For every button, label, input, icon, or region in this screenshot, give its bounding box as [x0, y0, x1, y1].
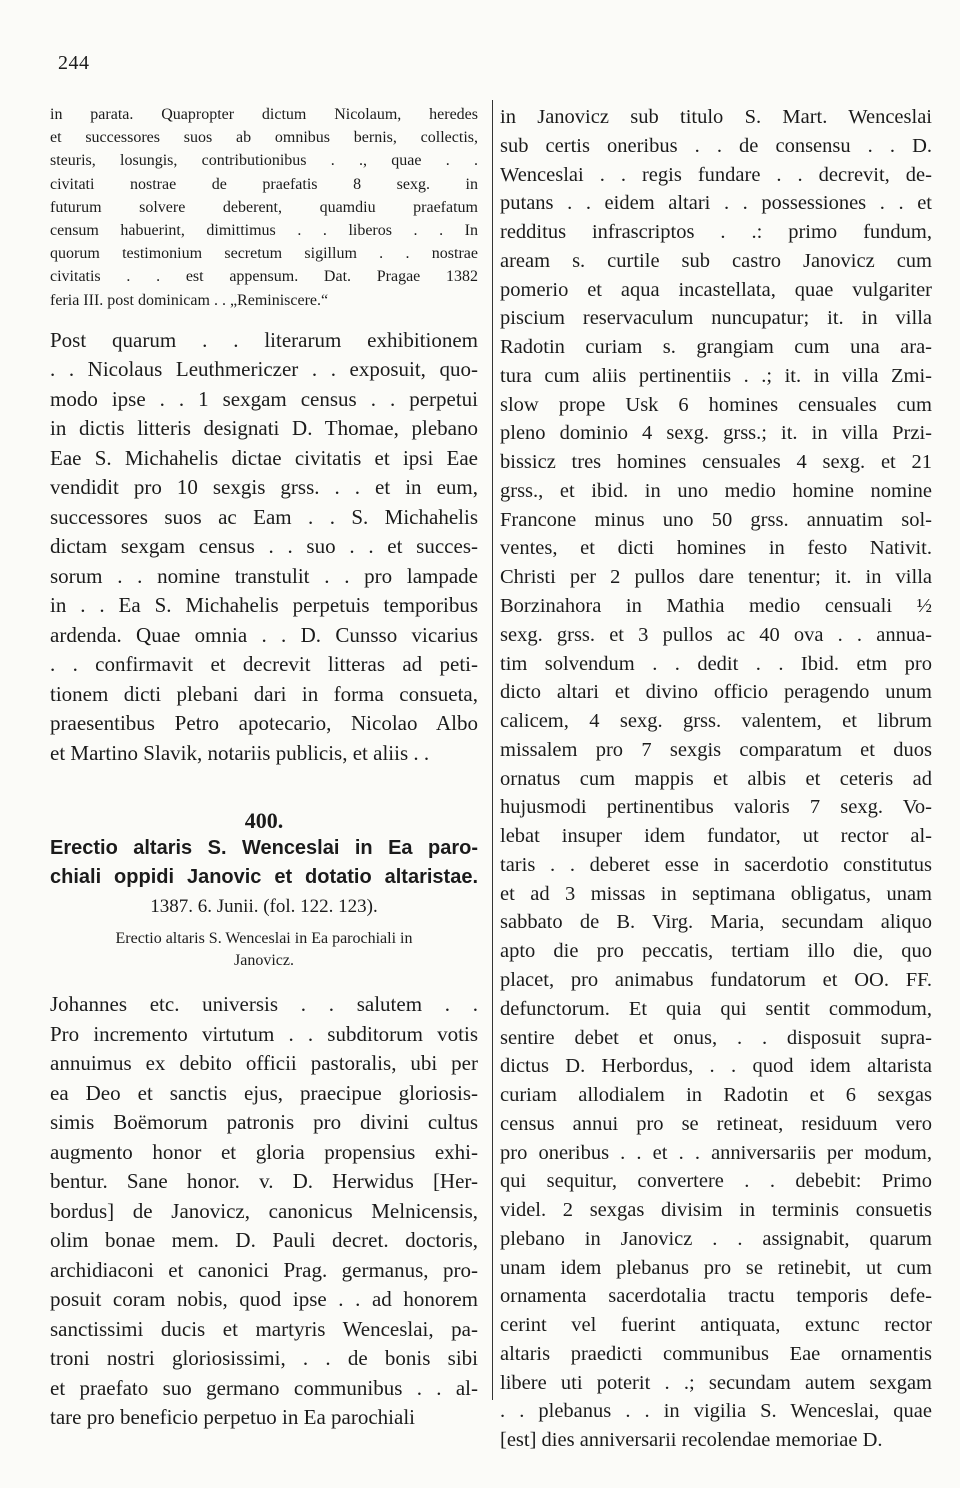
text-line: olim bonae mem. D. Pauli decret. doctoris,	[50, 1228, 478, 1253]
text-line: chiali oppidi Janovic et dotatio altaristae.	[50, 866, 478, 889]
text-line: Erectio altaris S. Wenceslai in Ea parochiali in	[115, 930, 413, 948]
text-line: bentur. Sane honor. v. D. Herwidus [Her-	[50, 1169, 478, 1194]
text-line: sabbato de B. Virg. Maria, secundam aliquo	[500, 911, 932, 934]
text-line: troni nostri gloriosissimi, . . de bonis sibi	[50, 1346, 478, 1371]
confirmation-paragraph	[50, 326, 478, 769]
text-line: lebat insuper idem fundator, ut rector al-	[500, 825, 932, 848]
text-line: curiam allodialem in Radotin et 6 sexgas	[500, 1084, 932, 1107]
page-number: 244	[58, 52, 90, 74]
text-line: vendidit pro 10 sexgis grss. . . et in eum,	[50, 475, 478, 500]
text-line: quorum testimonium secretum sigillum . . nostrae	[50, 245, 478, 263]
text-line: Eae S. Michahelis dictae civitatis et ipsi Eae	[50, 445, 478, 470]
text-line: bissicz tres homines censuales 4 sexg. et 21	[500, 451, 932, 474]
text-line: . . confirmavit et decrevit litteras ad peti-	[50, 652, 478, 677]
text-line: censum habuerint, dimittimus . . liberos . . In	[50, 221, 478, 239]
text-line: in . . Ea S. Michahelis perpetuis temporibus	[50, 593, 478, 618]
text-line: Francone minus uno 50 grss. annuatim sol-	[500, 508, 932, 531]
right-column	[500, 103, 932, 1455]
text-line: sub certis oneribus . . de consensu . . D.	[500, 134, 932, 157]
text-line: sorum . . nomine transtulit . . pro lampade	[50, 563, 478, 588]
text-line: cerint vel fuerint antiquata, extunc rector	[500, 1314, 932, 1337]
text-line: slow prope Usk 6 homines censuales cum	[500, 393, 932, 416]
text-line: sanctissimi ducis et martyris Wenceslai, pa-	[50, 1316, 478, 1341]
text-line: et Martino Slavik, notariis publicis, et aliis . .	[50, 740, 430, 765]
text-line: et successores suos ab omnibus bernis, collectis,	[50, 129, 478, 147]
text-line: in parata. Quapropter dictum Nicolaum, heredes	[50, 106, 478, 123]
text-line: archidiaconi et canonici Prag. germanus, pro-	[50, 1257, 478, 1282]
text-line: ventes, et dicti homines in festo Nativit.	[500, 537, 932, 560]
charter-end-block	[50, 103, 478, 312]
left-column	[50, 103, 478, 1433]
text-line: piscium reservaculum nuncupatur; it. in villa	[500, 307, 932, 330]
text-line: dictus D. Herbordus, . . quod idem altarista	[500, 1055, 932, 1078]
text-line: simis Boëmorum patronis pro divini cultus	[50, 1110, 478, 1135]
text-line: altaris praedicti communibus Eae ornamentis	[500, 1342, 932, 1365]
text-line: dictam sexgam census . . suo . . et succes-	[50, 534, 478, 559]
text-line: Pro incremento virtutum . . subditorum votis	[50, 1021, 478, 1046]
text-line: Erectio altaris S. Wenceslai in Ea paro-	[50, 837, 478, 860]
text-line: Borzinahora in Mathia medio censuali ½	[500, 595, 932, 618]
document-number: 400.	[244, 808, 284, 834]
text-line: ornamenta sacerdotalia tractu temporis defe-	[500, 1285, 932, 1308]
text-line: tim solvendum . . dedit . . Ibid. etm pro	[500, 652, 932, 675]
text-line: putans . . eidem altari . . possessiones . . et	[500, 192, 932, 215]
text-line: Johannes etc. universis . . salutem . .	[50, 992, 478, 1017]
text-line: grss., et ibid. in uno medio homine nomine	[500, 479, 932, 502]
text-line: annuimus ex debito officii pastoralis, ubi per	[50, 1051, 478, 1076]
text-line: feria III. post dominicam . . „Reminiscere.“	[50, 291, 329, 309]
text-line: civitati nostrae de praefatis 8 sexg. in	[50, 175, 478, 193]
document-date: 1387. 6. Junii. (fol. 122. 123).	[150, 896, 378, 918]
text-line: ea Deo et sanctis ejus, praecipue gloriosis-	[50, 1080, 478, 1105]
text-line: civitatis . . est appensum. Dat. Pragae 1382	[50, 268, 478, 286]
text-line: calicem, 4 sexg. grss. valentem, et librum	[500, 710, 932, 733]
text-line: posuit coram nobis, quod ipse . . ad honorem	[50, 1287, 478, 1312]
text-line: Post quarum . . literarum exhibitionem	[50, 327, 478, 352]
text-line: [est] dies anniversarii recolendae memoriae D.	[500, 1429, 883, 1452]
text-line: taris . . deberet esse in sacerdotio constitutus	[500, 853, 932, 876]
text-line: missalem pro 7 sexgis comparatum et duos	[500, 738, 932, 761]
text-line: tura cum aliis pertinentiis . .; it. in villa Zmi-	[500, 364, 932, 387]
text-line: apto die pro peccatis, tertiam illo die, quo	[500, 940, 932, 963]
text-line: pomerio et aqua incastellata, quae vulgariter	[500, 278, 932, 301]
text-line: tionem dicti plebani dari in forma consueta,	[50, 681, 478, 706]
text-line: unam idem plebanus pro se retinebit, ut cum	[500, 1256, 932, 1279]
text-line: in Janovicz sub titulo S. Mart. Wenceslai	[500, 106, 932, 128]
text-line: Christi per 2 pullos dare tenentur; it. in villa	[500, 566, 932, 589]
text-line: Wenceslai . . regis fundare . . decrevit, de-	[500, 163, 932, 186]
text-line: census annui pro se retineat, residuum vero	[500, 1112, 932, 1135]
document-heading	[50, 834, 478, 892]
text-line: placet, pro animabus fundatorum et OO. FF.	[500, 968, 932, 991]
text-line: plebano in Janovicz . . assignabit, quarum	[500, 1227, 932, 1250]
text-line: Janovicz.	[234, 952, 294, 970]
text-line: qui sequitur, convertere . . debebit: Primo	[500, 1170, 932, 1193]
text-line: futurum solvere deberent, quamdiu praefatum	[50, 198, 478, 216]
text-line: libere uti poterit . .; secundam autem sexgam	[500, 1371, 932, 1394]
text-line: sentire debet et onus, . . disposuit supra-	[500, 1026, 932, 1049]
text-line: modo ipse . . 1 sexgam census . . perpetui	[50, 386, 478, 411]
text-line: successores suos ac Eam . . S. Michahelis	[50, 504, 478, 529]
summary-note	[50, 928, 478, 972]
text-line: Radotin curiam s. grangiam cum una ara-	[500, 336, 932, 359]
text-line: tare pro beneficio perpetuo in Ea parochiali	[50, 1405, 415, 1430]
text-line: steuris, losungis, contributionibus . ., quae . .	[50, 152, 478, 170]
text-line: ardenda. Quae omnia . . D. Cunsso vicarius	[50, 622, 478, 647]
text-line: augmento honor et gloria propensius exhi-	[50, 1139, 478, 1164]
text-line: praesentibus Petro apotecario, Nicolao Albo	[50, 711, 478, 736]
charter-body	[50, 990, 478, 1433]
text-line: bordus] de Janovicz, canonicus Melnicensis,	[50, 1198, 478, 1223]
text-line: redditus infrascriptos . .: primo fundum,	[500, 221, 932, 244]
text-line: hujusmodi pertinentibus valoris 7 sexg. Vo-	[500, 796, 932, 819]
text-line: pro oneribus . . et . . anniversariis per modum,	[500, 1141, 932, 1164]
text-line: et ad 3 missas in septimana obligatus, unam	[500, 882, 932, 905]
text-line: in dictis litteris designati D. Thomae, plebano	[50, 416, 478, 441]
text-line: aream s. curtile sub castro Janovicz cum	[500, 249, 932, 272]
text-line: pleno dominio 4 sexg. grss.; it. in villa Przi-	[500, 422, 932, 445]
text-line: ornatus cum mappis et albis et ceteris ad	[500, 767, 932, 790]
text-line: . . plebanus . . in vigilia S. Wenceslai, quae	[500, 1400, 932, 1423]
text-line: . . Nicolaus Leuthmericzer . . exposuit, quo-	[50, 357, 478, 382]
text-line: sexg. grss. et 3 pullos ac 40 ova . . annua-	[500, 623, 932, 646]
column-divider	[492, 100, 493, 1400]
text-line: et praefato suo germano communibus . . al-	[50, 1375, 478, 1400]
text-line: dicto altari et divino officio peragendo unum	[500, 681, 932, 704]
text-line: videl. 2 sexgas divisim in terminis consuetis	[500, 1199, 932, 1222]
text-line: defunctorum. Et quia qui sentit commodum,	[500, 997, 932, 1020]
